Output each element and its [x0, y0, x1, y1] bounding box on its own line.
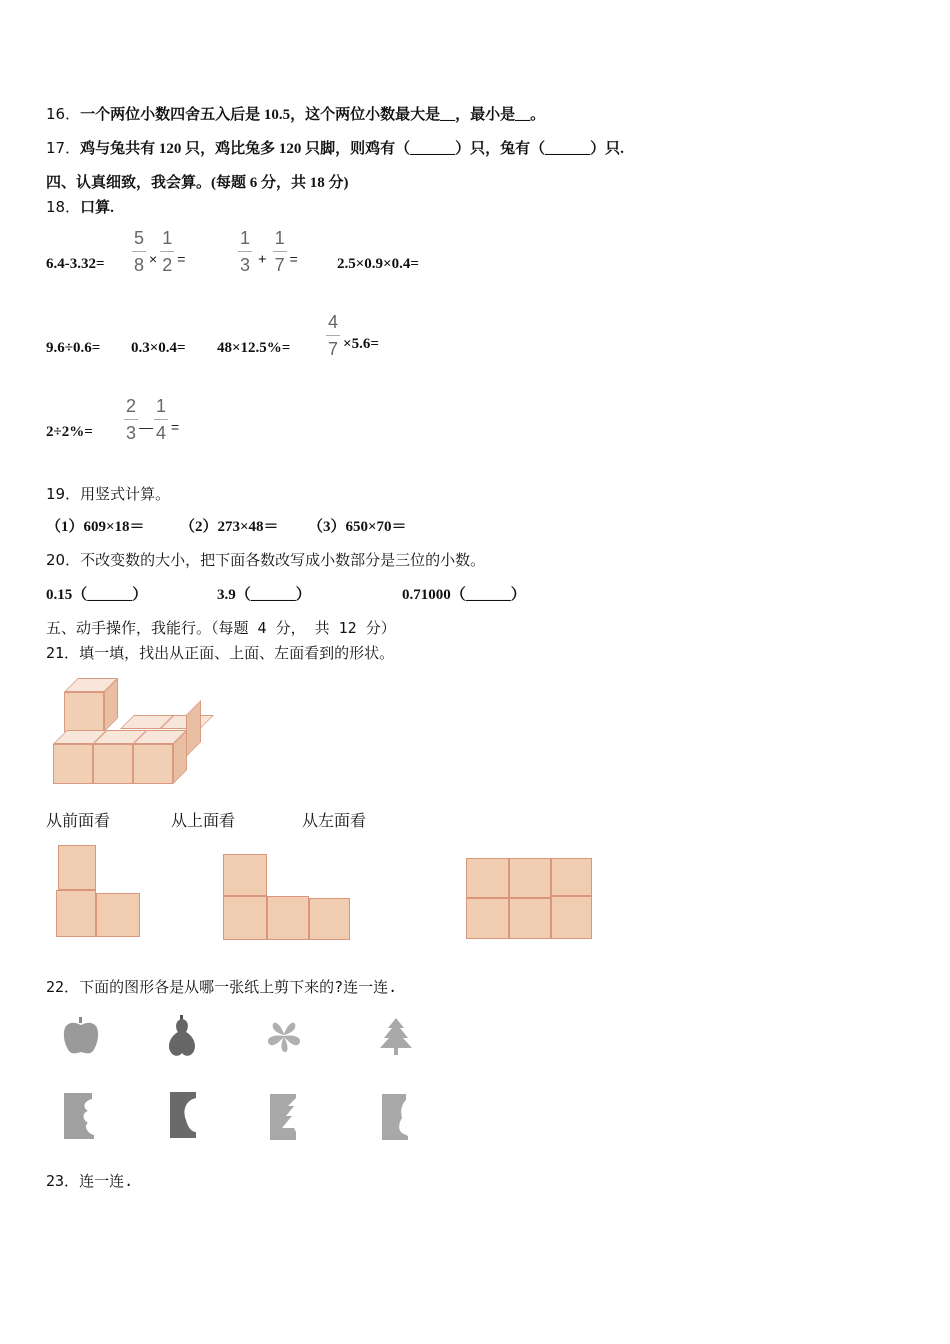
question-20 — [46, 549, 485, 570]
question-text: 不改变数的大小，把下面各数改写成小数部分是三位的小数。 — [80, 551, 486, 569]
fraction: $\frac{4}{7}$ — [328, 312, 339, 359]
calc-expression: 6.4-3.32= — [46, 256, 105, 272]
view-tile — [267, 896, 309, 940]
calc-expression-fraction-multiply: $\frac{5}{8}$ × $\frac{1}{2}$ = — [134, 228, 186, 275]
calc-expression-fraction-subtract: $\frac{2}{3}$ — $\frac{1}{4}$ = — [126, 396, 180, 443]
question-18 — [46, 196, 114, 217]
paper-cut-tree-icon[interactable] — [268, 1092, 300, 1142]
cube-front-face — [93, 744, 133, 784]
question-17 — [46, 137, 624, 158]
question-number: 17． — [46, 139, 81, 157]
section-4-title: 四、认真细致，我会算。(每题 6 分，共 18 分) — [46, 175, 349, 191]
decimal-rewrite-item: 0.15（______） — [46, 587, 148, 603]
question-number: 22． — [46, 978, 80, 996]
gourd-shape-icon[interactable] — [165, 1014, 199, 1060]
cube-front-face — [53, 744, 93, 784]
calc-expression: 9.6÷0.6= — [46, 340, 101, 356]
question-number: 18． — [46, 198, 81, 216]
view-label-top: 从上面看 — [171, 811, 236, 830]
view-label-left: 从左面看 — [302, 811, 367, 830]
tree-shape-icon[interactable] — [378, 1016, 414, 1058]
question-text: 口算. — [80, 200, 114, 216]
view-tile — [509, 858, 551, 898]
view-tile — [551, 896, 592, 939]
question-text: 连一连. — [79, 1172, 134, 1190]
view-tile — [509, 898, 551, 939]
paper-cut-flower-icon[interactable] — [62, 1091, 96, 1141]
question-number: 21． — [46, 644, 80, 662]
view-tile — [466, 898, 509, 939]
vertical-calc-item: （2）273×48＝ — [180, 519, 279, 535]
view-tile — [551, 858, 592, 896]
section-5-title: 五、动手操作，我能行。（每题 4 分， 共 12 分） — [46, 619, 396, 637]
view-shape-b — [222, 854, 352, 942]
view-tile — [223, 854, 267, 896]
cube-front-face — [133, 744, 173, 784]
question-21 — [46, 642, 394, 663]
fraction: $\frac{1}{3}$ — [240, 228, 251, 275]
view-tile — [466, 858, 509, 898]
view-tile — [58, 845, 96, 890]
fraction: $\frac{1}{2}$ — [162, 228, 173, 275]
cube-side-face — [186, 700, 201, 757]
calc-expression: 48×12.5%= — [217, 340, 291, 356]
fraction: $\frac{1}{4}$ — [156, 396, 167, 443]
question-number: 20． — [46, 551, 81, 569]
calc-expression: 2.5×0.9×0.4= — [337, 256, 419, 272]
view-shape-c — [466, 858, 592, 940]
paper-cut-apple-icon[interactable] — [380, 1092, 410, 1142]
question-number: 23． — [46, 1172, 80, 1190]
view-tile — [223, 896, 267, 940]
question-16 — [46, 103, 545, 124]
question-text: 一个两位小数四舍五入后是 10.5，这个两位小数最大是__，最小是__。 — [80, 107, 546, 123]
fraction: $\frac{1}{7}$ — [274, 228, 285, 275]
calc-expression-fraction-times-decimal: $\frac{4}{7}$ ×5.6= — [328, 312, 379, 359]
apple-shape-icon[interactable] — [60, 1016, 102, 1058]
decimal-rewrite-item: 3.9（______） — [217, 587, 311, 603]
flower-shape-icon[interactable] — [263, 1016, 305, 1056]
calc-expression: 0.3×0.4= — [131, 340, 186, 356]
paper-cut-gourd-icon[interactable] — [168, 1090, 200, 1142]
cube-front-face — [64, 692, 104, 732]
question-23 — [46, 1170, 133, 1191]
question-19 — [46, 483, 170, 504]
question-text: 填一填，找出从正面、上面、左面看到的形状。 — [79, 644, 395, 662]
view-tile — [309, 898, 350, 940]
question-number: 19． — [46, 485, 81, 503]
view-tile — [56, 890, 96, 937]
vertical-calc-item: （1）609×18＝ — [46, 519, 145, 535]
vertical-calc-item: （3）650×70＝ — [308, 519, 407, 535]
calc-expression-fraction-add: $\frac{1}{3}$ + $\frac{1}{7}$ = — [240, 228, 298, 275]
question-text: 用竖式计算。 — [80, 485, 171, 503]
view-shape-a — [56, 845, 142, 940]
cube-stack-figure — [50, 676, 205, 788]
calc-expression: 2÷2%= — [46, 424, 93, 440]
view-label-front: 从前面看 — [46, 811, 111, 830]
decimal-rewrite-item: 0.71000（______） — [402, 587, 526, 603]
question-text: 下面的图形各是从哪一张纸上剪下来的?连一连. — [79, 978, 398, 996]
question-22 — [46, 976, 397, 997]
question-text: 鸡与兔共有 120 只，鸡比兔多 120 只脚，则鸡有（______）只，兔有（______）只. — [80, 141, 624, 157]
question-number: 16． — [46, 105, 81, 123]
view-tile — [96, 893, 140, 937]
fraction: $\frac{2}{3}$ — [126, 396, 137, 443]
fraction: $\frac{5}{8}$ — [134, 228, 145, 275]
